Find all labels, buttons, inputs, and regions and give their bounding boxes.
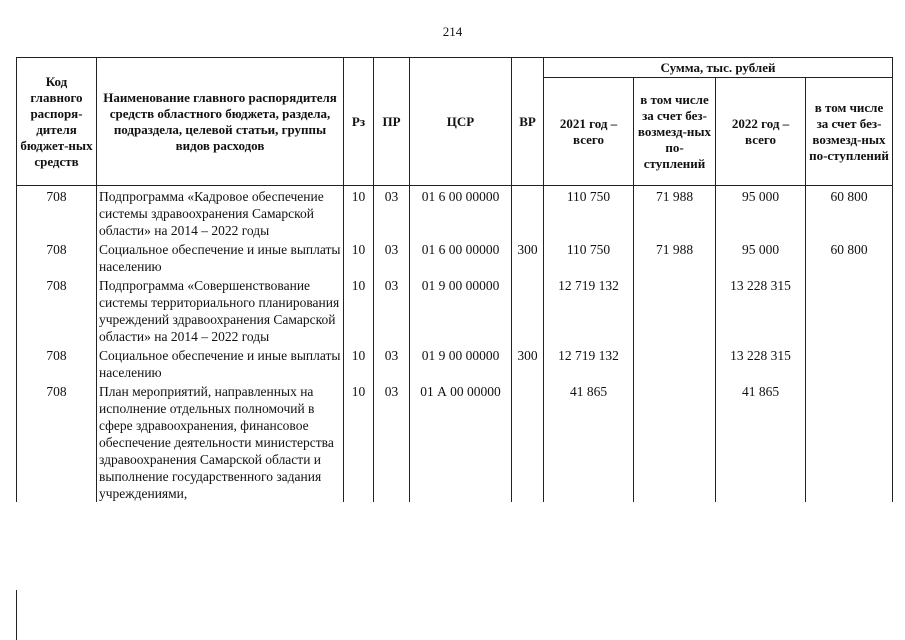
row-2021-total: 12 719 132: [544, 275, 634, 345]
row-2021-free: 71 988: [634, 239, 716, 275]
row-code: 708: [17, 239, 97, 275]
row-2022-total: 13 228 315: [716, 345, 806, 381]
row-pr: 03: [374, 345, 410, 381]
row-pr: 03: [374, 381, 410, 502]
row-2021-free: [634, 345, 716, 381]
header-rz: Рз: [344, 58, 374, 186]
row-rz: 10: [344, 275, 374, 345]
row-rz: 10: [344, 186, 374, 240]
header-code: Код главного распоря-дителя бюджет-ных средств: [17, 58, 97, 186]
header-2021-free: в том числе за счет без-возмезд-ных по-ступлений: [634, 78, 716, 186]
header-2022-free: в том числе за счет без-возмезд-ных по-ступлений: [806, 78, 893, 186]
table-row: [17, 381, 893, 502]
row-2021-free: [634, 381, 716, 502]
header-csr: ЦСР: [410, 58, 512, 186]
row-2022-free: 60 800: [806, 239, 893, 275]
row-vr: [512, 381, 544, 502]
row-2021-free: 71 988: [634, 186, 716, 240]
table-row: [17, 345, 893, 381]
row-2022-total: 95 000: [716, 239, 806, 275]
row-code: 708: [17, 275, 97, 345]
row-vr: [512, 186, 544, 240]
row-2022-total: 41 865: [716, 381, 806, 502]
table-row: [17, 275, 893, 345]
page-number: 214: [442, 24, 463, 39]
row-rz: 10: [344, 239, 374, 275]
row-vr: [512, 275, 544, 345]
row-name: План мероприятий, направленных на исполнение отдельных полномочий в сфере здравоохранения, финансовое обеспечение деятельности министерства здравоохранения Самарской области и выполнение государственного задания учреждениями,: [97, 381, 344, 502]
header-2021-total: 2021 год – всего: [544, 78, 634, 186]
row-pr: 03: [374, 239, 410, 275]
row-name: Социальное обеспечение и иные выплаты населению: [97, 239, 344, 275]
row-2022-free: [806, 275, 893, 345]
row-name: Социальное обеспечение и иные выплаты населению: [97, 345, 344, 381]
row-code: 708: [17, 345, 97, 381]
table-row: [17, 186, 893, 240]
row-2022-total: 13 228 315: [716, 275, 806, 345]
header-sum: Сумма, тыс. рублей: [544, 58, 893, 78]
row-csr: 01 9 00 00000: [410, 275, 512, 345]
table-header: [17, 58, 893, 186]
row-rz: 10: [344, 345, 374, 381]
row-2021-total: 110 750: [544, 239, 634, 275]
row-2022-total: 95 000: [716, 186, 806, 240]
row-2022-free: 60 800: [806, 186, 893, 240]
row-csr: 01 6 00 00000: [410, 239, 512, 275]
row-csr: 01 9 00 00000: [410, 345, 512, 381]
row-2021-total: 110 750: [544, 186, 634, 240]
table-row: [17, 239, 893, 275]
left-border-line: [16, 590, 17, 640]
row-name: Подпрограмма «Совершенствование системы территориального планирования учреждений здравоохранения Самарской области» на 2014 – 2022 годы: [97, 275, 344, 345]
row-pr: 03: [374, 186, 410, 240]
row-2022-free: [806, 345, 893, 381]
row-code: 708: [17, 186, 97, 240]
row-vr: 300: [512, 345, 544, 381]
header-vr: ВР: [512, 58, 544, 186]
row-name: Подпрограмма «Кадровое обеспечение системы здравоохранения Самарской области» на 2014 – 2022 годы: [97, 186, 344, 240]
row-rz: 10: [344, 381, 374, 502]
row-2021-free: [634, 275, 716, 345]
row-2021-total: 41 865: [544, 381, 634, 502]
header-2022-total: 2022 год – всего: [716, 78, 806, 186]
table-body: [17, 186, 893, 503]
row-csr: 01 А 00 00000: [410, 381, 512, 502]
row-2021-total: 12 719 132: [544, 345, 634, 381]
row-vr: 300: [512, 239, 544, 275]
row-2022-free: [806, 381, 893, 502]
header-pr: ПР: [374, 58, 410, 186]
budget-table: [16, 57, 893, 502]
header-name: Наименование главного распорядителя средств областного бюджета, раздела, подраздела, целевой статьи, группы видов расходов: [97, 58, 344, 186]
row-csr: 01 6 00 00000: [410, 186, 512, 240]
row-code: 708: [17, 381, 97, 502]
row-pr: 03: [374, 275, 410, 345]
